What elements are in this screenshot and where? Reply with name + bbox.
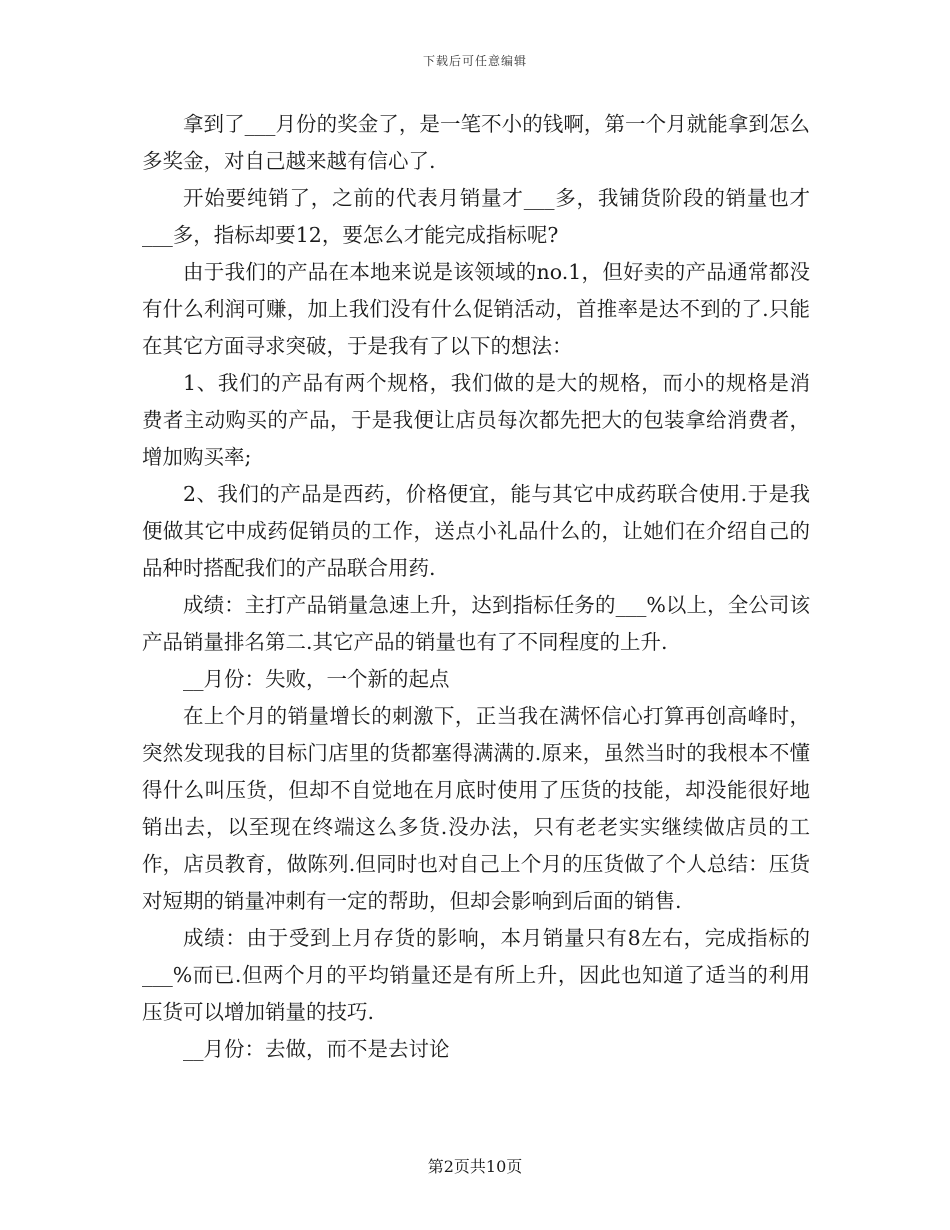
section-heading: __月份：去做，而不是去讨论 <box>183 1037 450 1061</box>
paragraph-result: 成绩：由于受到上月存货的影响，本月销量只有8左右，完成指标的___%而已.但两个月的平均销量还是有所上升，因此也知道了适当的利用压货可以增加销量的技巧. <box>142 926 810 1024</box>
page-header-note: 下载后可任意编辑 <box>422 54 527 68</box>
paragraph-list-item: 1、我们的产品有两个规格，我们做的是大的规格，而小的规格是消费者主动购买的产品，于是我便让店员每次都先把大的包装拿给消费者，增加购买率; <box>142 371 810 469</box>
paragraph: 拿到了___月份的奖金了，是一笔不小的钱啊，第一个月就能拿到怎么多奖金，对自己越来越有信心了. <box>142 112 810 173</box>
paragraph: 开始要纯销了，之前的代表月销量才___多，我铺货阶段的销量也才___多，指标却要12，要怎么才能完成指标呢? <box>142 186 810 247</box>
document-body <box>142 106 810 1068</box>
paragraph: 在上个月的销量增长的刺激下，正当我在满怀信心打算再创高峰时，突然发现我的目标门店里的货都塞得满满的.原来，虽然当时的我根本不懂得什么叫压货，但却不自觉地在月底时使用了压货的技能，却没能很好地销出去，以至现在终端这么多货.没办法，只有老老实实继续做店员的工作，店员教育，做陈列.但同时也对自己上个月的压货做了个人总结：压货对短期的销量冲刺有一定的帮助，但却会影响到后面的销售. <box>142 704 810 913</box>
paragraph: 由于我们的产品在本地来说是该领域的no.1，但好卖的产品通常都没有什么利润可赚，加上我们没有什么促销活动，首推率是达不到的了.只能在其它方面寻求突破，于是我有了以下的想法： <box>142 260 810 358</box>
page-number: 第2页共10页 <box>427 1157 523 1176</box>
section-heading: __月份：失败，一个新的起点 <box>183 667 450 691</box>
paragraph-list-item: 2、我们的产品是西药，价格便宜，能与其它中成药联合使用.于是我便做其它中成药促销员的工作，送点小礼品什么的，让她们在介绍自己的品种时搭配我们的产品联合用药. <box>142 482 810 580</box>
paragraph-result: 成绩：主打产品销量急速上升，达到指标任务的___%以上，全公司该产品销量排名第二.其它产品的销量也有了不同程度的上升. <box>142 593 810 654</box>
